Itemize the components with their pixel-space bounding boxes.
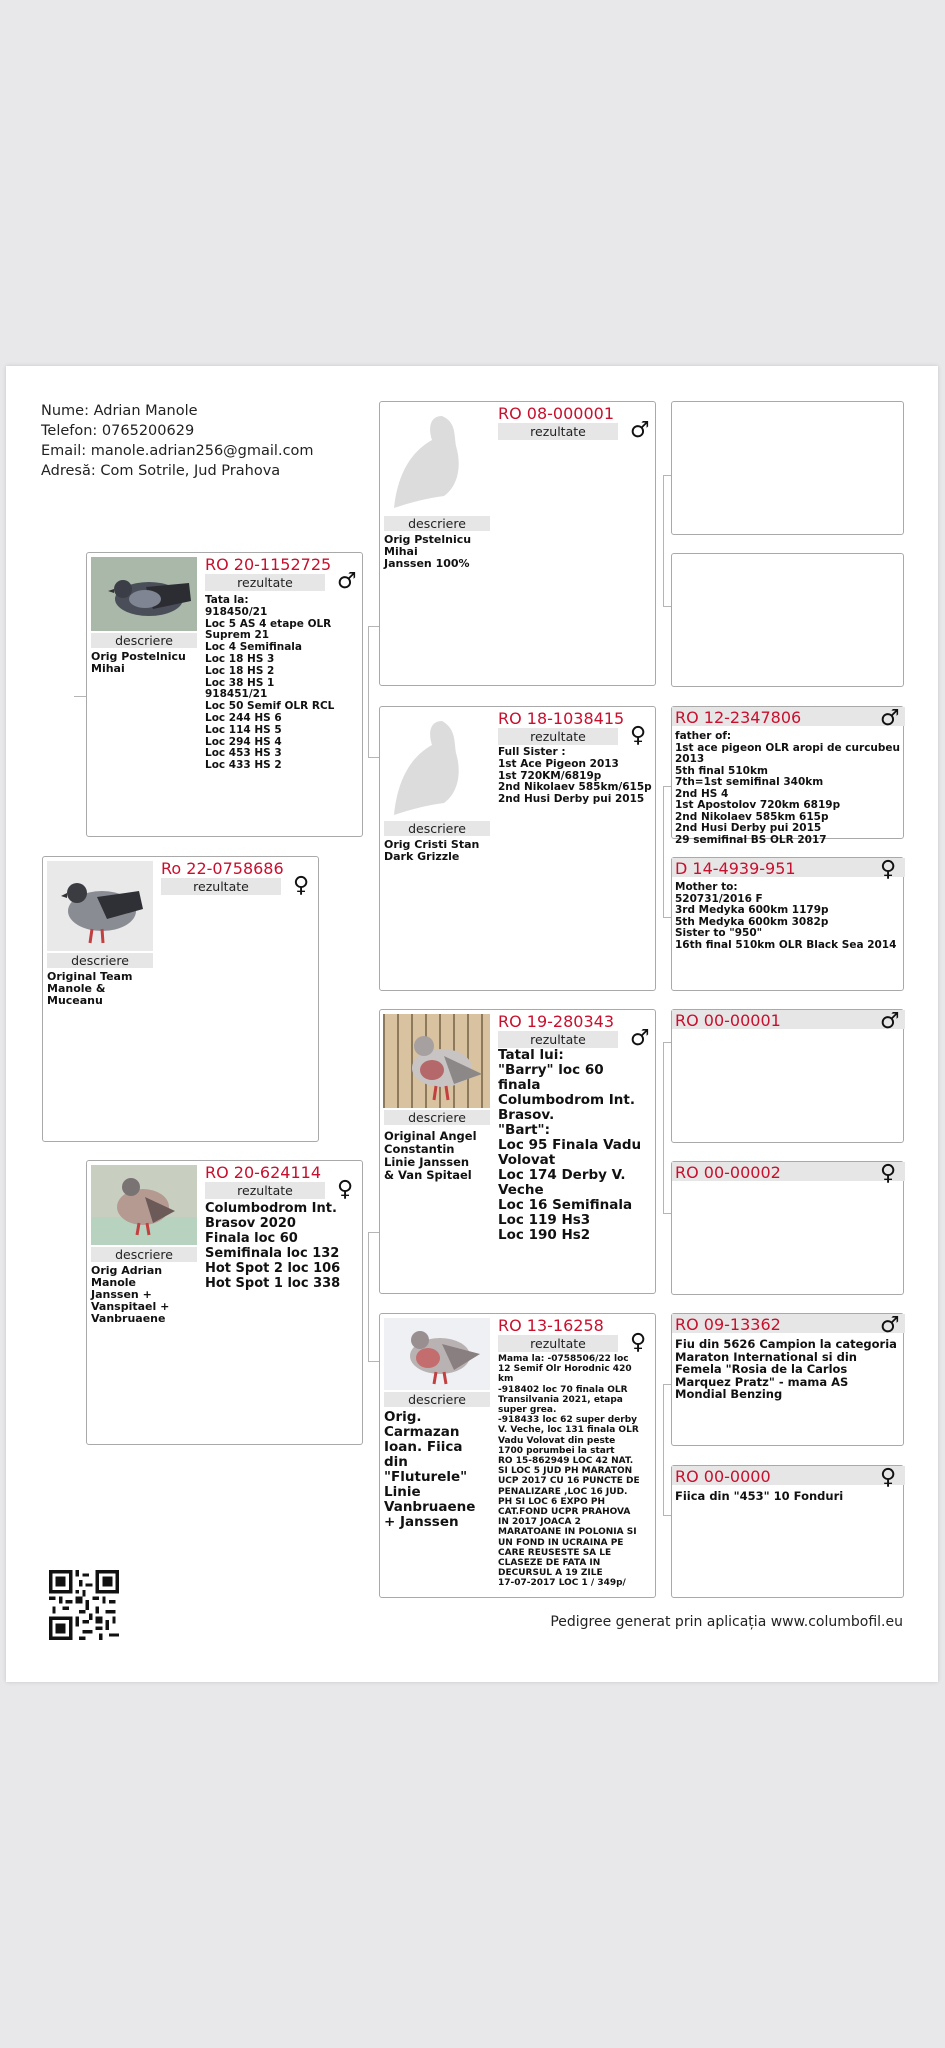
description-button[interactable]: descriere: [47, 953, 153, 968]
origin-text: Orig Postelnicu Mihai: [91, 650, 186, 675]
results-button[interactable]: rezultate: [498, 1335, 618, 1352]
male-symbol-icon: ♂: [630, 418, 650, 443]
male-symbol-icon: ♂: [880, 1313, 900, 1338]
female-symbol-icon: ♀: [293, 873, 310, 898]
pigeon-card-sss[interactable]: [671, 401, 904, 535]
pigeon-card-sdd[interactable]: [671, 857, 904, 991]
owner-phone: Telefon: 0765200629: [41, 423, 195, 439]
female-symbol-icon: ♀: [880, 857, 897, 882]
pigeon-card-sire[interactable]: [86, 552, 363, 837]
results-button[interactable]: rezultate: [498, 728, 618, 745]
results-notes: Mother to: 520731/2016 F 3rd Medyka 600km 1179p 5th Medyka 600km 3082p Sister to "950" 16th final 510km OLR Black Sea 2014: [675, 881, 897, 951]
male-symbol-icon: ♂: [337, 569, 357, 594]
origin-text: Original Angel Constantin Linie Janssen & Van Spitael: [384, 1129, 477, 1182]
male-symbol-icon: ♂: [880, 1009, 900, 1034]
female-symbol-icon: ♀: [630, 723, 647, 748]
description-button[interactable]: descriere: [384, 516, 490, 531]
owner-info: [41, 401, 314, 481]
male-symbol-icon: ♂: [880, 706, 900, 731]
pigeon-photo[interactable]: [384, 1318, 490, 1390]
pigeon-card-dam[interactable]: [86, 1160, 363, 1445]
results-button[interactable]: rezultate: [161, 878, 281, 895]
results-button[interactable]: rezultate: [498, 423, 618, 440]
results-notes: father of: 1st ace pigeon OLR aropi de curcubeu 2013 5th final 510km 7th=1st semifinal 340km 2nd HS 4 1st Apostolov 720km 6819p 2nd Nikolaev 585km 615p 2nd Husi Derby pui 2015 29 semifinal BS OLR 2017: [675, 730, 901, 846]
results-notes: Tatal lui: "Barry" loc 60 finala Columbodrom Int. Brasov. "Bart": Loc 95 Finala Vadu Volovat Loc 174 Derby V. Veche Loc 16 Semifinala Loc 119 Hs3 Loc 190 Hs2: [498, 1047, 642, 1243]
origin-text: Orig Pstelnicu Mihai Janssen 100%: [384, 533, 472, 570]
qr-code-icon[interactable]: [49, 1570, 119, 1640]
description-button[interactable]: descriere: [384, 1392, 490, 1407]
origin-text: Orig. Carmazan Ioan. Fiica din "Fluturele" Linie Vanbruaene + Janssen: [384, 1409, 476, 1530]
ring-number: D 14-4939-951: [675, 859, 796, 878]
ring-number: RO 00-0000: [675, 1467, 771, 1486]
results-notes: Full Sister : 1st Ace Pigeon 2013 1st 720KM/6819p 2nd Nikolaev 585km/615p 2nd Husi Derby pui 2015: [498, 746, 652, 806]
results-notes: Columbodrom Int. Brasov 2020 Finala loc 60 Semifinala loc 132 Hot Spot 2 loc 106 Hot Spot 1 loc 338: [205, 1201, 341, 1291]
pigeon-card-sds[interactable]: [671, 706, 904, 846]
pigeon-card-dsd[interactable]: [671, 1161, 904, 1295]
female-symbol-icon: ♀: [337, 1177, 354, 1202]
origin-text: Orig Cristi Stan Dark Grizzle: [384, 838, 480, 863]
ring-number: RO 00-00002: [675, 1163, 781, 1182]
results-button[interactable]: rezultate: [498, 1031, 618, 1048]
results-notes: Fiica din "453" 10 Fonduri: [675, 1489, 844, 1503]
description-button[interactable]: descriere: [384, 821, 490, 836]
pigeon-card-dds[interactable]: [671, 1313, 904, 1446]
female-symbol-icon: ♀: [630, 1330, 647, 1355]
ring-number: RO 20-624114: [205, 1163, 322, 1182]
pigeon-card-sire-dam[interactable]: [379, 706, 656, 991]
owner-name: Nume: Adrian Manole: [41, 403, 198, 419]
pigeon-photo[interactable]: [47, 861, 153, 951]
ring-number: RO 18-1038415: [498, 709, 625, 728]
origin-text: Original Team Manole & Muceanu: [47, 970, 133, 1007]
pigeon-silhouette-icon: [384, 711, 490, 821]
female-symbol-icon: ♀: [880, 1465, 897, 1490]
results-button[interactable]: rezultate: [205, 1182, 325, 1199]
pigeon-card-dam-sire[interactable]: [379, 1009, 656, 1294]
results-button[interactable]: rezultate: [205, 574, 325, 591]
footer-credit: Pedigree generat prin aplicația www.columbofil.eu: [550, 1614, 903, 1630]
pigeon-photo[interactable]: [91, 1165, 197, 1245]
pigeon-card-dam-dam[interactable]: [379, 1313, 656, 1598]
pigeon-photo[interactable]: [384, 1014, 490, 1108]
female-symbol-icon: ♀: [880, 1161, 897, 1186]
male-symbol-icon: ♂: [630, 1026, 650, 1051]
ring-number: RO 19-280343: [498, 1012, 615, 1031]
owner-email: Email: manole.adrian256@gmail.com: [41, 443, 314, 459]
results-notes: Tata la: 918450/21 Loc 5 AS 4 etape OLR Suprem 21 Loc 4 Semifinala Loc 18 HS 3 Loc 18 HS 2 Loc 38 HS 1 918451/21 Loc 50 Semif OLR RCL Loc 244 HS 6 Loc 114 HS 5 Loc 294 HS 4 Loc 453 HS 3 Loc 433 HS 2: [205, 594, 335, 772]
description-button[interactable]: descriere: [384, 1110, 490, 1125]
results-notes: Fiu din 5626 Campion la categoria Maraton International si din Femela "Rosia de la Carlos Marquez Pratz" - mama AS Mondial Benzing: [675, 1337, 897, 1401]
pigeon-silhouette-icon: [384, 406, 490, 514]
pigeon-card-dss[interactable]: [671, 1009, 904, 1143]
pigeon-photo[interactable]: [91, 557, 197, 631]
ring-number: RO 12-2347806: [675, 708, 802, 727]
ring-number: RO 08-000001: [498, 404, 615, 423]
description-button[interactable]: descriere: [91, 633, 197, 648]
owner-address: Adresă: Com Sotrile, Jud Prahova: [41, 463, 281, 479]
pigeon-card-sire-sire[interactable]: [379, 401, 656, 686]
pigeon-card-ddd[interactable]: [671, 1465, 904, 1598]
results-notes: Mama la: -0758506/22 loc 12 Semif Olr Horodnic 420 km -918402 loc 70 finala OLR Transilvania 2021, etapa super grea. -918433 loc 62 super derby V. Veche, loc 131 finala OLR Vadu Volovat din peste 1700 porumbei la start RO 15-862949 LOC 42 NAT. SI LOC 5 JUD PH MARATON UCP 2017 CU 16 PUNCTE DE PENALIZARE ,LOC 16 JUD. PH SI LOC 6 EXPO PH CAT.FOND UCPR PRAHOVA IN 2017 JOACA 2 MARATOANE IN POLONIA SI UN FOND IN UCRAINA PE CARE REUSESTE SA LE CLASEZE DE FATA IN DECURSUL A 19 ZILE 17-07-2017 LOC 1 / 349p/: [498, 1354, 640, 1589]
pigeon-card-ssd[interactable]: [671, 553, 904, 687]
ring-number: RO 09-13362: [675, 1315, 781, 1334]
description-button[interactable]: descriere: [91, 1247, 197, 1262]
ring-number: RO 20-1152725: [205, 555, 332, 574]
pigeon-card-subject[interactable]: [42, 856, 319, 1142]
origin-text: Orig Adrian Manole Janssen + Vanspitael + Vanbruaene: [91, 1264, 170, 1325]
ring-number: RO 00-00001: [675, 1011, 781, 1030]
ring-number: RO 13-16258: [498, 1316, 604, 1335]
ring-number: Ro 22-0758686: [161, 859, 284, 878]
